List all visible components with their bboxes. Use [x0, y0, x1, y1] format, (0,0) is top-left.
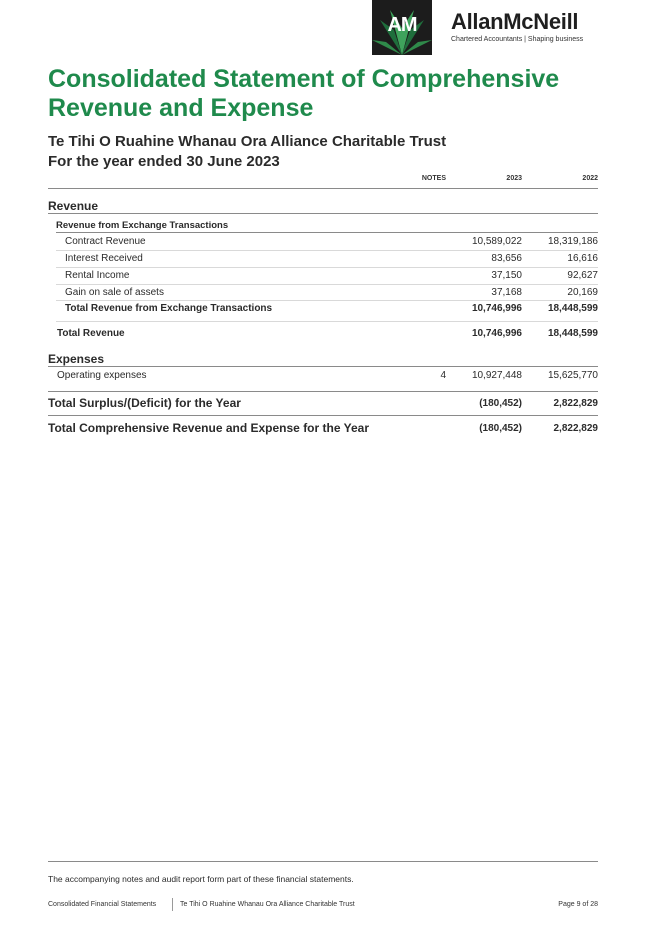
row-label: Operating expenses — [57, 370, 147, 381]
footer-entity-name: Te Tihi O Ruahine Whanau Ora Alliance Charitable Trust — [180, 901, 355, 908]
logo-monogram: AM — [387, 14, 417, 36]
footer-note: The accompanying notes and audit report form part of these financial statements. — [48, 874, 354, 884]
row-value-2022: 16,616 — [567, 253, 598, 264]
period-label: For the year ended 30 June 2023 — [48, 153, 280, 170]
column-header-notes: NOTES — [421, 175, 446, 182]
row-label: Total Comprehensive Revenue and Expense for the Year — [48, 421, 369, 435]
row-value-2023: 10,746,996 — [471, 328, 522, 339]
footer-document-name: Consolidated Financial Statements — [48, 901, 157, 908]
footer-divider — [48, 861, 598, 862]
row-value-2023: 10,746,996 — [471, 303, 522, 314]
row-value-2022: 92,627 — [567, 270, 598, 281]
section-title-expenses: Expenses — [48, 352, 105, 366]
page-title: Consolidated Statement of Comprehensive Revenue and Expense — [48, 65, 560, 122]
group-title-label: Revenue from Exchange Transactions — [56, 220, 229, 231]
divider — [56, 232, 598, 233]
row-value-2023: (180,452) — [479, 398, 522, 409]
row-value-2023: 10,589,022 — [471, 236, 522, 247]
row-value-2022: 18,448,599 — [547, 303, 598, 314]
divider — [56, 267, 598, 268]
entity-heading — [48, 132, 608, 172]
divider — [48, 391, 598, 392]
row-label: Total Surplus/(Deficit) for the Year — [48, 396, 241, 410]
row-label: Contract Revenue — [65, 236, 146, 247]
divider — [56, 284, 598, 285]
row-value-2022: 2,822,829 — [553, 398, 598, 409]
divider — [48, 415, 598, 416]
row-label: Gain on sale of assets — [65, 287, 164, 298]
row-label: Total Revenue — [57, 328, 125, 339]
row-value-2022: 15,625,770 — [547, 370, 598, 381]
row-value-2023: 10,927,448 — [471, 370, 522, 381]
row-label: Total Revenue from Exchange Transactions — [65, 303, 273, 314]
brand-tagline: Chartered Accountants | Shaping business — [451, 36, 584, 43]
column-header-2023: 2023 — [506, 175, 522, 182]
column-headers — [48, 175, 598, 189]
row-value-2023: 37,168 — [491, 287, 522, 298]
divider — [56, 300, 598, 301]
divider — [56, 321, 598, 322]
row-value-2023: 83,656 — [491, 253, 522, 264]
row-label: Rental Income — [65, 270, 130, 281]
row-value-2022: 20,169 — [567, 287, 598, 298]
row-note-ref: 4 — [440, 370, 446, 381]
row-value-2022: 18,319,186 — [547, 236, 598, 247]
row-value-2023: 37,150 — [491, 270, 522, 281]
row-value-2023: (180,452) — [479, 423, 522, 434]
footer-separator — [172, 898, 173, 911]
divider — [48, 213, 598, 214]
page-number: Page 9 of 28 — [558, 901, 598, 908]
divider — [56, 250, 598, 251]
company-logo — [372, 0, 432, 55]
row-label: Interest Received — [65, 253, 143, 264]
row-value-2022: 2,822,829 — [553, 423, 598, 434]
entity-name: Te Tihi O Ruahine Whanau Ora Alliance Charitable Trust — [48, 133, 447, 150]
column-header-2022: 2022 — [582, 175, 598, 182]
section-title-revenue: Revenue — [48, 199, 99, 213]
row-value-2022: 18,448,599 — [547, 328, 598, 339]
divider — [48, 366, 598, 367]
brand-name: AllanMcNeill — [451, 9, 579, 34]
